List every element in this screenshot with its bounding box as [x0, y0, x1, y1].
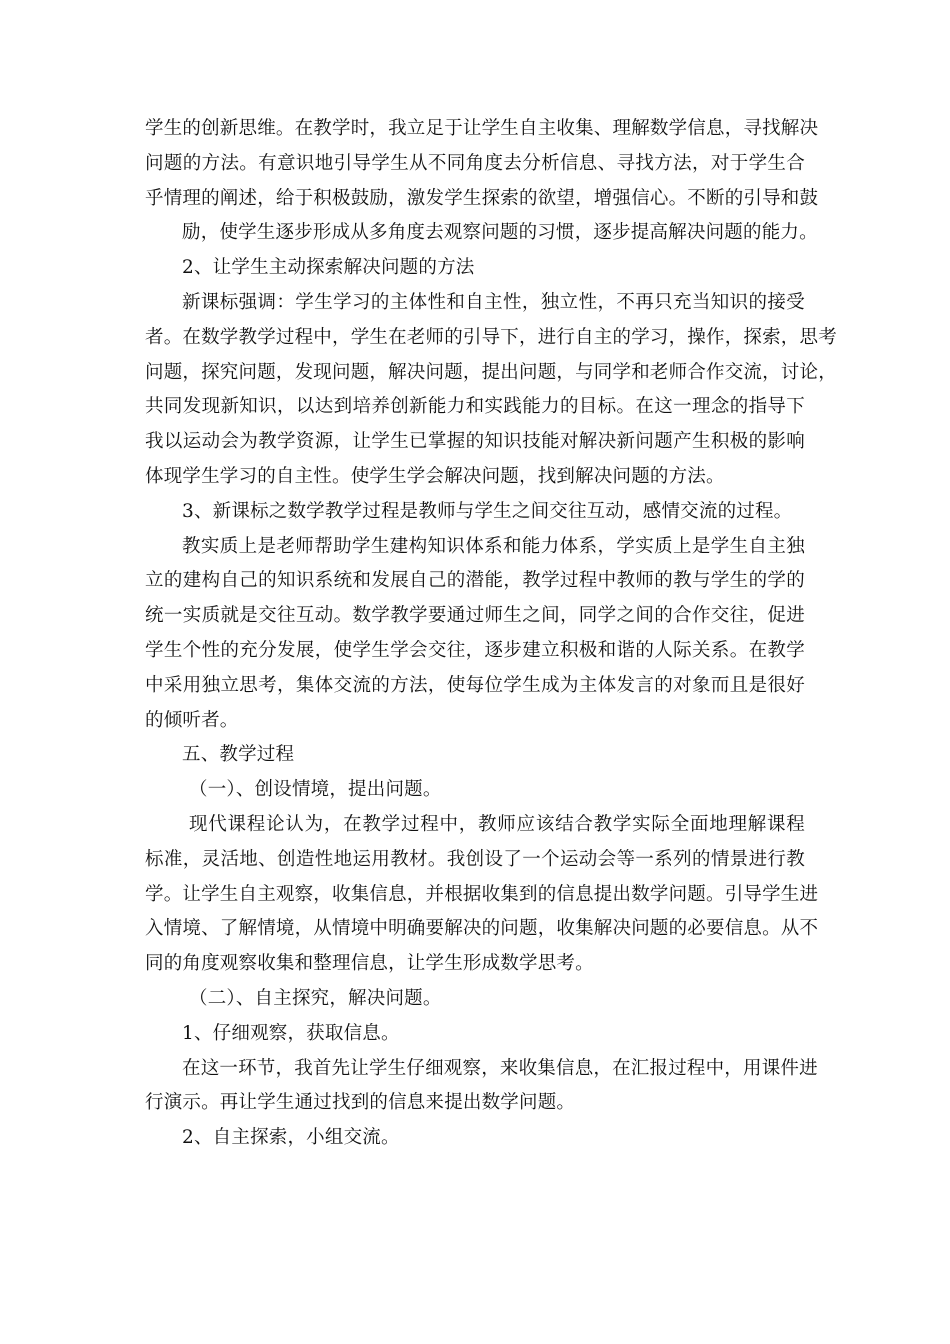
text-line: 入情境、了解情境，从情境中明确要解决的问题，收集解决问题的必要信息。从不	[145, 918, 819, 940]
text-line: 统一实质就是交往互动。数学教学要通过师生之间，同学之间的合作交往，促进	[145, 605, 805, 627]
subsection-heading: （二）、自主探究，解决问题。	[189, 987, 442, 1009]
subsection-heading: （一）、创设情境，提出问题。	[189, 779, 442, 801]
text-line: 教实质上是老师帮助学生建构知识体系和能力体系，学实质上是学生自主独	[182, 535, 805, 557]
text-line: 我以运动会为教学资源，让学生已掌握的知识技能对解决新问题产生积极的影响	[145, 431, 805, 453]
text-line: 新课标强调：学生学习的主体性和自主性，独立性，不再只充当知识的接受	[182, 291, 805, 313]
text-line: 立的建构自己的知识系统和发展自己的潜能，教学过程中教师的教与学生的学的	[145, 570, 805, 592]
text-line: 励，使学生逐步形成从多角度去观察问题的习惯，逐步提高解决问题的能力。	[182, 222, 818, 244]
text-line: 问题的方法。有意识地引导学生从不同角度去分析信息、寻找方法，对于学生合	[145, 152, 805, 174]
text-line: 共同发现新知识，以达到培养创新能力和实践能力的目标。在这一理念的指导下	[145, 396, 805, 418]
text-line: 标准，灵活地、创造性地运用教材。我创设了一个运动会等一系列的情景进行教	[145, 848, 805, 870]
text-line: 者。在数学教学过程中，学生在老师的引导下，进行自主的学习，操作，探索，思考	[145, 326, 837, 348]
text-line: 乎情理的阐述，给于积极鼓励，激发学生探索的欲望，增强信心。不断的引导和鼓	[145, 187, 819, 209]
text-line: 体现学生学习的自主性。使学生学会解决问题，找到解决问题的方法。	[145, 465, 725, 487]
text-line: 在这一环节，我首先让学生仔细观察，来收集信息，在汇报过程中，用课件进	[182, 1057, 818, 1079]
text-line: 学。让学生自主观察，收集信息，并根据收集到的信息提出数学问题。引导学生进	[145, 883, 819, 905]
section-heading: 2、让学生主动探索解决问题的方法	[182, 257, 475, 279]
text-line: 中采用独立思考，集体交流的方法，使每位学生成为主体发言的对象而且是很好	[145, 674, 805, 696]
text-line: 学生的创新思维。在教学时，我立足于让学生自主收集、理解数学信息，寻找解决	[145, 118, 819, 139]
text-line: 同的角度观察收集和整理信息，让学生形成数学思考。	[145, 953, 594, 975]
text-line: 的倾听者。	[145, 709, 239, 731]
section-heading: 1、仔细观察，获取信息。	[182, 1022, 400, 1044]
section-heading: 五、教学过程	[182, 744, 295, 766]
text-line: 学生个性的充分发展，使学生学会交往，逐步建立积极和谐的人际关系。在教学	[145, 639, 805, 661]
document-page	[145, 112, 837, 1156]
text-line: 行演示。再让学生通过找到的信息来提出数学问题。	[145, 1092, 576, 1114]
text-line: 问题，探究问题，发现问题，解决问题，提出问题，与同学和老师合作交流，讨论，	[145, 361, 837, 383]
section-heading: 2、自主探索，小组交流。	[182, 1127, 400, 1149]
text-line: 现代课程论认为，在教学过程中，教师应该结合教学实际全面地理解课程	[189, 813, 805, 835]
section-heading: 3、新课标之数学教学过程是教师与学生之间交往互动，感情交流的过程。	[182, 500, 793, 522]
